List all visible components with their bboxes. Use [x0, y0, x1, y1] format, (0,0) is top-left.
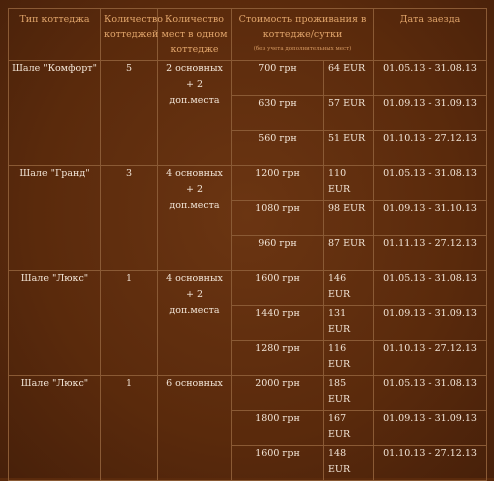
price-uah-cell: 560 грн: [232, 131, 324, 166]
price-uah-cell: 1800 грн: [232, 411, 324, 446]
price-uah-cell: 1280 грн: [232, 341, 324, 376]
dates-cell: 01.09.13 - 31.09.13: [374, 306, 487, 341]
table-row: [9, 61, 487, 96]
cottage-count-cell: 1: [101, 376, 158, 481]
cottage-type-cell: Шале "Люкс": [9, 376, 101, 481]
header-price-label: Стоимость проживания в коттедже/сутки: [238, 14, 367, 40]
price-eur-cell: 98 EUR: [324, 201, 374, 236]
cottage-count-cell: 1: [101, 271, 158, 376]
dates-cell: 01.10.13 - 27.12.13: [374, 446, 487, 481]
price-uah-cell: 1600 грн: [232, 271, 324, 306]
dates-cell: 01.10.13 - 27.12.13: [374, 131, 487, 166]
dates-cell: 01.11.13 - 27.12.13: [374, 236, 487, 271]
price-uah-cell: 1200 грн: [232, 166, 324, 201]
price-eur-cell: 51 EUR: [324, 131, 374, 166]
places-cell: 4 основных + 2 доп.места: [158, 166, 232, 271]
dates-cell: 01.10.13 - 27.12.13: [374, 341, 487, 376]
header-price: [232, 9, 374, 61]
dates-cell: 01.09.13 - 31.09.13: [374, 411, 487, 446]
header-count: Количество коттеджей: [101, 9, 158, 61]
price-eur-cell: 185 EUR: [324, 376, 374, 411]
places-cell: 6 основных: [158, 376, 232, 481]
price-eur-cell: 167 EUR: [324, 411, 374, 446]
dates-cell: 01.05.13 - 31.08.13: [374, 271, 487, 306]
price-uah-cell: 2000 грн: [232, 376, 324, 411]
price-uah-cell: 700 грн: [232, 61, 324, 96]
dates-cell: 01.05.13 - 31.08.13: [374, 166, 487, 201]
cottage-type-cell: Шале "Гранд": [9, 166, 101, 271]
dates-cell: 01.05.13 - 31.08.13: [374, 376, 487, 411]
table-row: [9, 166, 487, 201]
cottage-type-cell: Шале "Комфорт": [9, 61, 101, 166]
cottage-count-cell: 3: [101, 166, 158, 271]
header-price-note: (без учета дополнительных мест): [253, 46, 352, 52]
price-eur-cell: 57 EUR: [324, 96, 374, 131]
header-row: [9, 9, 487, 61]
price-uah-cell: 1080 грн: [232, 201, 324, 236]
places-cell: 2 основных + 2 доп.места: [158, 61, 232, 166]
header-dates: Дата заезда: [374, 9, 487, 61]
price-eur-cell: 146 EUR: [324, 271, 374, 306]
table-row: [9, 376, 487, 411]
cottage-type-cell: Шале "Люкс": [9, 271, 101, 376]
dates-cell: 01.05.13 - 31.08.13: [374, 61, 487, 96]
dates-cell: 01.09.13 - 31.09.13: [374, 96, 487, 131]
price-uah-cell: 1600 грн: [232, 446, 324, 481]
price-uah-cell: 960 грн: [232, 236, 324, 271]
price-eur-cell: 110 EUR: [324, 166, 374, 201]
price-eur-cell: 116 EUR: [324, 341, 374, 376]
header-places: Количество мест в одном коттедже: [158, 9, 232, 61]
price-eur-cell: 64 EUR: [324, 61, 374, 96]
pricing-table: [8, 8, 487, 481]
price-eur-cell: 131 EUR: [324, 306, 374, 341]
dates-cell: 01.09.13 - 31.10.13: [374, 201, 487, 236]
price-uah-cell: 630 грн: [232, 96, 324, 131]
price-eur-cell: 148 EUR: [324, 446, 374, 481]
places-cell: 4 основных + 2 доп.места: [158, 271, 232, 376]
header-type: Тип коттеджа: [9, 9, 101, 61]
table-row: [9, 271, 487, 306]
price-eur-cell: 87 EUR: [324, 236, 374, 271]
table-body: [9, 61, 487, 481]
cottage-count-cell: 5: [101, 61, 158, 166]
price-uah-cell: 1440 грн: [232, 306, 324, 341]
